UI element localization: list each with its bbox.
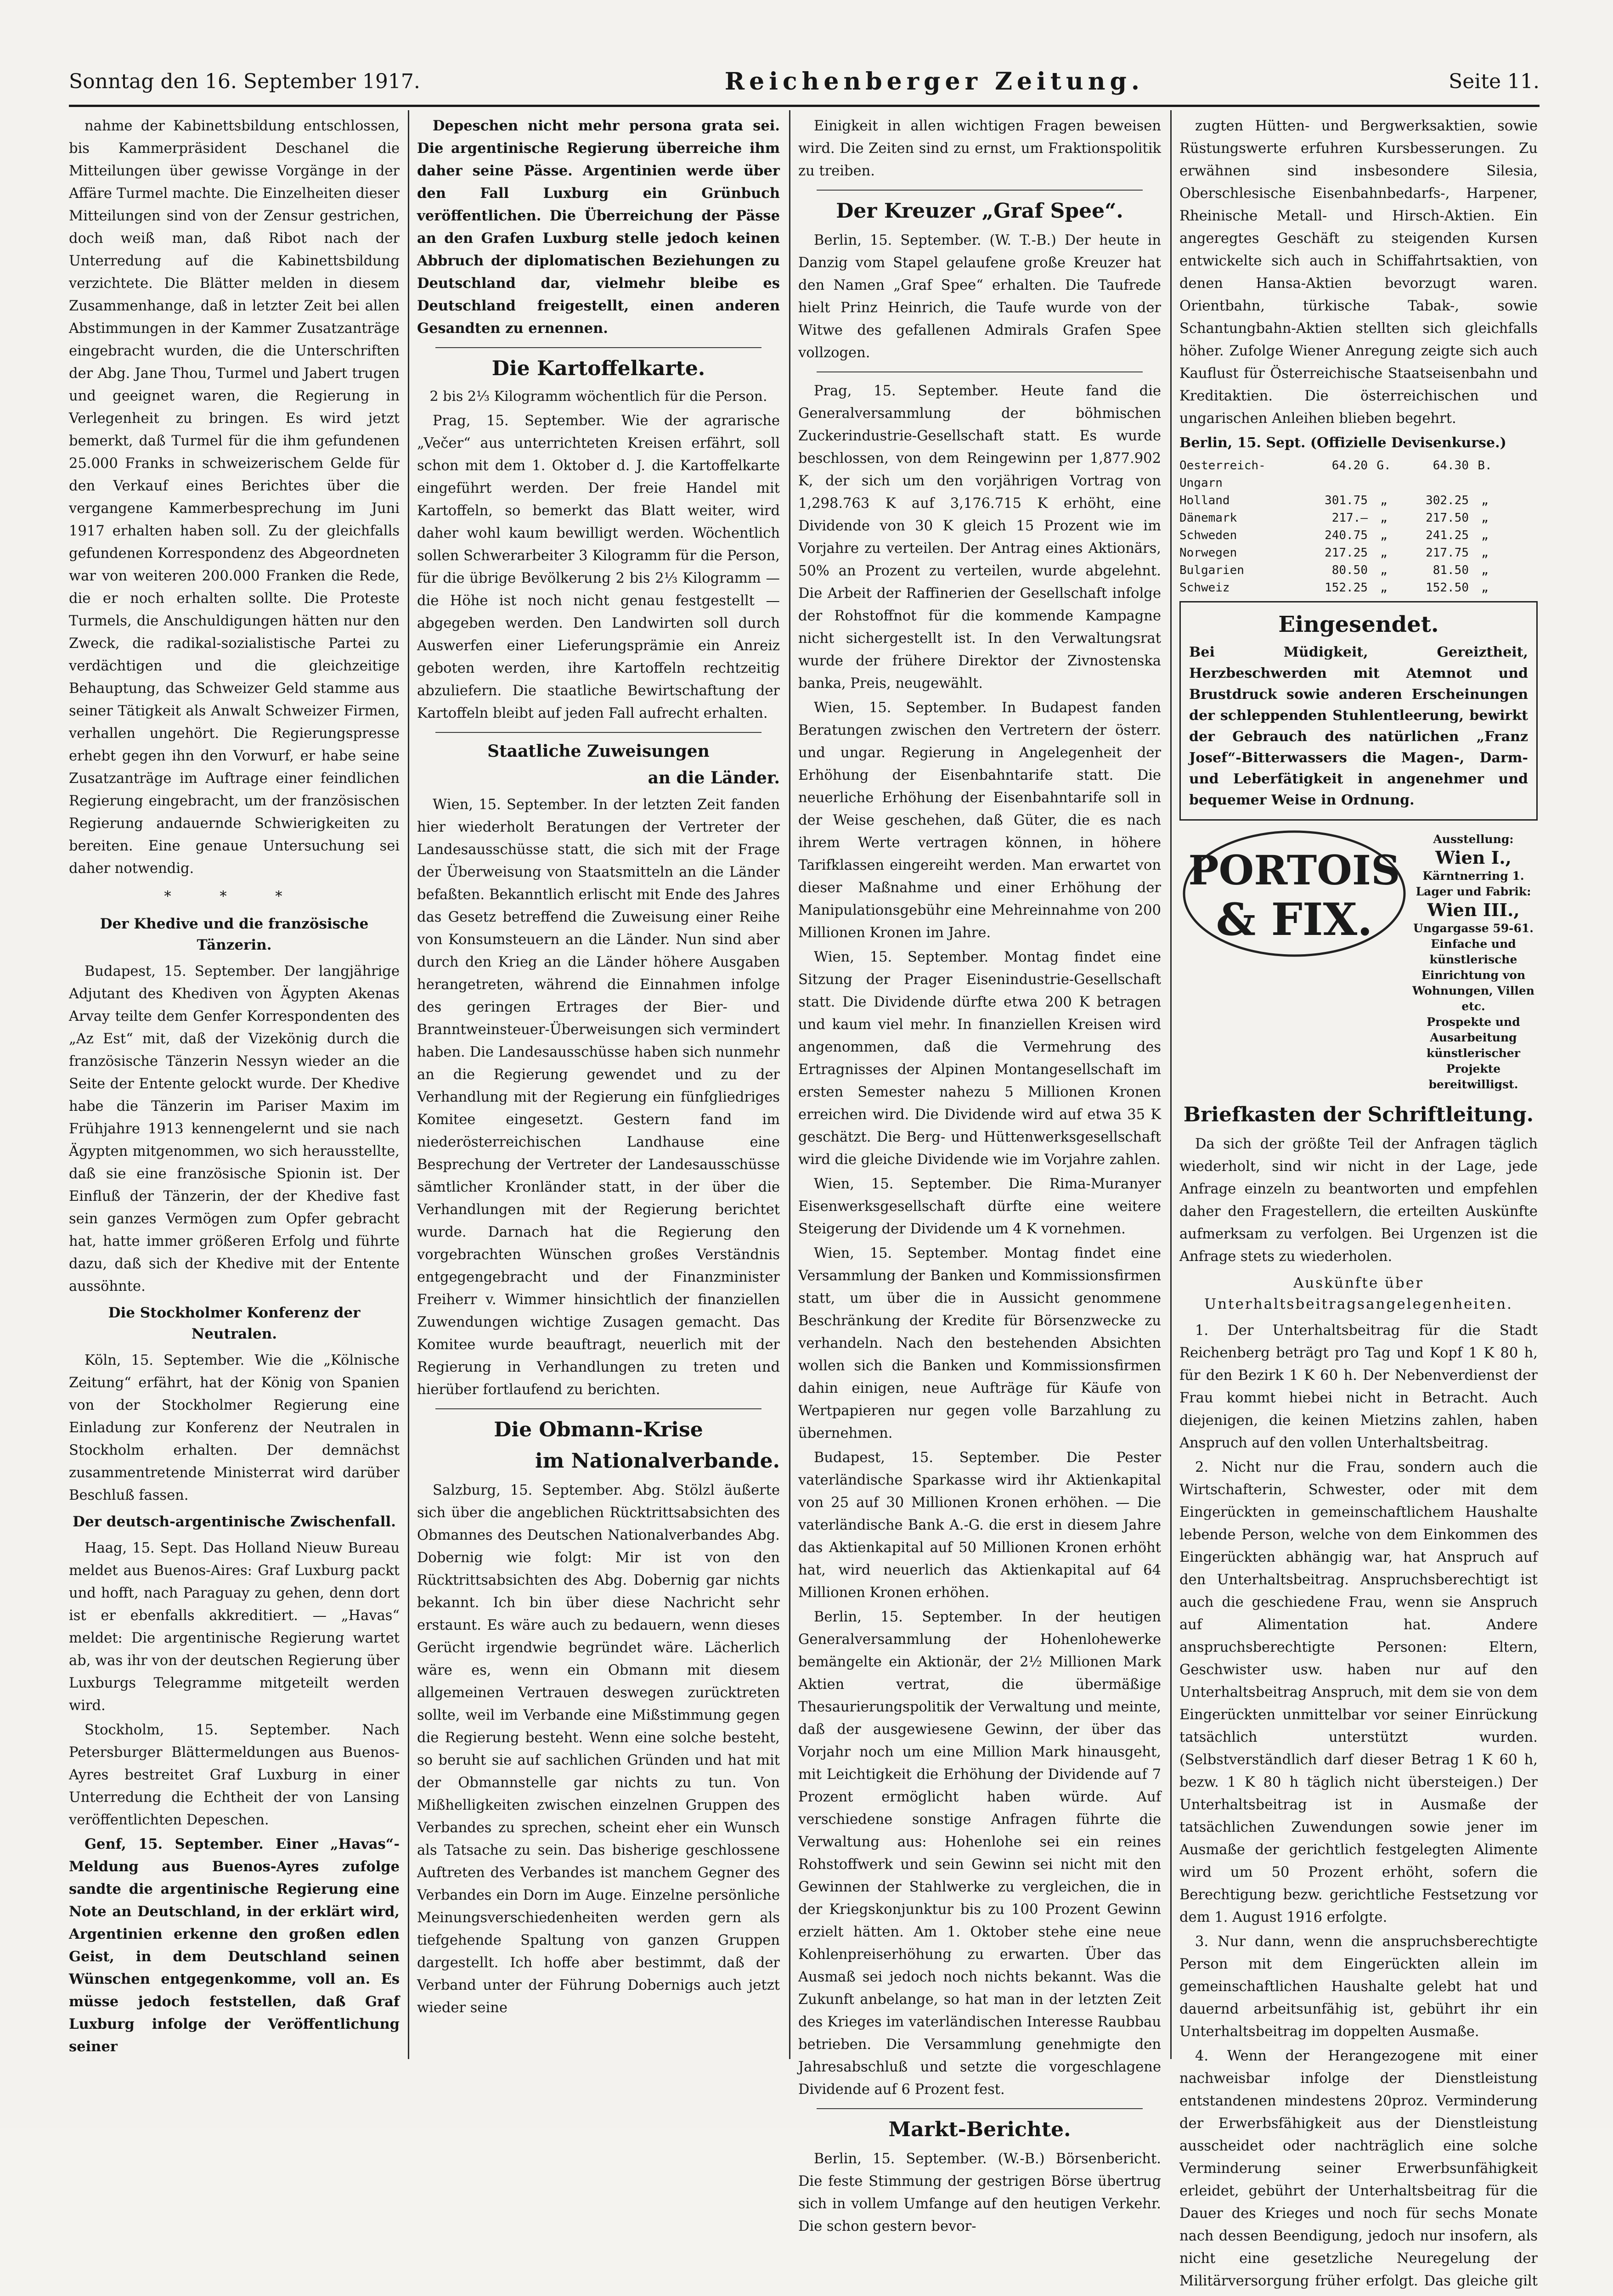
unterhalt-point-1: 1. Der Unterhaltsbeitrag für die Stadt Reichenberg beträgt pro Tag und Kopf 1 K 80 h, für den Bezirk 1 K 60 h. Der Nebenverdienst der Frau kommt hiebei nicht in Betracht. Auch diejenigen, die keinen Mietzins zahlen, haben Anspruch auf den vollen Unterhaltsbeitrag. [1179,1322,1538,1451]
rate-geld: 80.50 [1331,563,1368,577]
heading-kreuzer-graf-spee: Der Kreuzer „Graf Spee“. [836,199,1123,223]
rate-geld-label: „ [1380,563,1387,577]
header-paper-title: Reichenberger Zeitung. [724,67,1144,96]
heading-kartoffelkarte: Die Kartoffelkarte. [491,357,705,380]
eingesendet-box [1179,601,1538,821]
article-prag-zucker-text: Prag, 15. September. Heute fand die Generalversammlung der böhmischen Zuckerindustrie-Gesellschaft statt. Es wurde beschlossen, von dem Reingewinn per 1,877.902 K, der sich um den vorjährigen Vortrag von 1,298.763 K auf 3,176.715 K erhöht, eine Dividende von 30 K gleich 15 Prozent wie im Vorjahre zu verteilen. Der Antrag eines Aktionärs, 50% an Prozent zu verteilen, wurde abgelehnt. Die Arbeit der Raffinerien der Gesellschaft infolge der Rohstoffnot für die kommende Kampagne nicht sichergestellt ist. In den Verwaltungsrat wurde der frühere Direktor der Zivnostenska banka, Preis, neugewählt. [798,383,1161,692]
heading-markt-berichte: Markt-Berichte. [888,2118,1071,2141]
article-khedive-text: Budapest, 15. September. Der langjährige Adjutant des Khediven von Ägypten Akenas Arvay teilte dem Genfer Korrespondenten des „Az Est“ mit, daß der Vizekönig durch die französische Tänzerin Nessyn wieder an die Seite der Entente gelockt wurde. Der Khedive habe die Tänzerin im Pariser Maxim im Frühjahre 1913 kennengelernt und sie nach Ägypten mitgenommen, wo sich herausstellte, daß sie eine französische Spionin ist. Der Einfluß der Tänzerin, der der Khedive fast sein ganzes Vermögen zum Opfer gebracht hat, hatte immer größeren Erfolg und führte dazu, daß sich der Khedive mit der Entente aussöhnte. [69,963,400,1294]
column-3 [798,115,1161,2234]
separator [435,347,761,348]
column-rule-2 [789,110,790,2059]
rates-title: Berlin, 15. Sept. (Offizielle Devisenkurse.) [1179,435,1506,451]
column-rule-1 [408,110,409,2059]
rate-country: Norwegen [1179,546,1237,560]
rate-brief-label: „ [1481,529,1489,542]
article-boerse-continued: zugten Hütten- und Bergwerksaktien, sowie Rüstungswerte erfuhren Kursbesserungen. Zu erwähnen sind insbesondere Silesia, Oberschlesische Eisenbahnbedarfs-, Harpener, Rheinische Metall- und Hirsch-Aktien. Ein angeregtes Geschäft zu steigenden Kursen entwickelte sich auch in Schiffahrtsaktien, von denen Hansa-Aktien bevorzugt waren. Orientbahn, türkische Tabak-, sowie Schantungbahn-Aktien stellten sich gleichfalls höher. Zufolge Wiener Anregung zeigte sich auch Kauflust für Österreichische Staatseisenbahn und Kreditaktien. Die österreichischen und ungarischen Anleihen blieben begehrt. [1179,118,1538,427]
article-berlin-boerse-text: Berlin, 15. September. (W.-B.) Börsenbericht. Die feste Stimmung der gestrigen Börse übertrug sich in vollem Umfange auf den heutigen Verkehr. Die schon gestern bevor- [798,2151,1161,2234]
article-genf-text: Genf, 15. September. Einer „Havas“-Meldung aus Buenos-Ayres zufolge sandte die argentinische Regierung eine Note an Deutschland, in der erklärt wird, Argentinien erkenne den großen edlen Geist, in dem Deutschland seinen Wünschen entgegenkomme, voll an. Es müsse jedoch feststellen, daß Graf Luxburg infolge der Veröffentlichung seiner [69,1836,400,2055]
rate-country: Schweden [1179,529,1237,542]
section-stars: * * * [164,889,305,905]
exchange-rates-table [1179,457,1538,597]
rate-brief: 81.50 [1433,563,1469,577]
article-zuweisungen-text: Wien, 15. September. In der letzten Zeit fanden hier wiederholt Beratungen der Vertreter der Landesausschüsse statt, die sich mit der Frage der Überweisung von Staatsmitteln an die Länder befaßten. Bekanntlich erlischt mit Ende des Jahres das Gesetz betreffend die Zuweisung einer Reihe von Konsumsteuern an die Länder. Nun sind aber durch den Krieg an die Länder höhere Ausgaben herangetreten, während die Einnahmen infolge des geringen Ertrages der Bier- und Branntweinsteuer-Überweisungen sich vermindert haben. Die Landesausschüsse haben sich nunmehr an die Regierung gewendet und zu der Verhandlung mit der Regierung ein fünfgliedriges Komitee eingesetzt. Gestern fand im niederösterreichischen Landhause eine Besprechung der Vertreter der Landesausschüsse sämtlicher Kronländer statt, in der über die Verhandlungen mit der Regierung berichtet wurde. Darnach hat die Regierung den vorgebrachten Wünschen großes Verständnis entgegengebracht und der Finanzminister Freiherr v. Wimmer hinsichtlich der finanziellen Zuwendungen wichtige Zusagen gemacht. Das Komitee wurde beauftragt, neuerlich mit der Regierung in Verhandlungen zu treten und hierüber fortlaufend zu berichten. [417,797,780,1398]
portois-fix-advertisement [1179,827,1538,1092]
rate-row [1179,492,1538,509]
rate-geld-label: „ [1380,546,1387,560]
article-wien-eisenbahntarife-text: Wien, 15. September. In Budapest fanden Beratungen zwischen den Vertretern der österr. und ungar. Regierung in Angelegenheit der Erhöhung der Eisenbahntarife statt. Die neuerliche Erhöhung der Eisenbahntarife soll in der Weise geschehen, daß Güter, die es nach ihrem Werte vertragen können, in höhere Tarifklassen eingereiht werden. Man erwartet von dieser Maßnahme und einer Erhöhung der Manipulationsgebühr eine Mehreinnahme von 200 Millionen Kronen im Jahre. [798,700,1161,941]
article-stockholm-text: Stockholm, 15. September. Nach Petersburger Blättermeldungen aus Buenos-Ayres bestreitet Graf Luxburg in einer Unterredung die Echtheit der von Lansing veröffentlichten Depeschen. [69,1722,400,1828]
rate-brief: 64.30 [1433,459,1469,473]
logo-text-fix: & FIX. [1216,894,1373,945]
rate-brief: 152.50 [1426,581,1469,595]
header-page-number: Seite 11. [1449,69,1540,93]
page-header [69,61,1540,102]
logo-text-portois: PORTOIS [1188,846,1400,894]
rate-country: Oesterreich-Ungarn [1179,459,1266,490]
rate-geld-label: „ [1380,529,1387,542]
separator [435,1408,761,1409]
column-1 [69,115,400,2055]
rate-geld-label: „ [1380,494,1387,507]
article-haag-text: Haag, 15. Sept. Das Holland Nieuw Bureau meldet aus Buenos-Aires: Graf Luxburg packt und hofft, nach Paraguay zu gehen, denn dort ist er ebenfalls akkreditiert. — „Havas“ meldet: Die argentinische Regierung wartet ab, was ihr von der deutschen Regierung über Luxburgs Telegramme mitgeteilt werden wird. [69,1540,400,1714]
heading-argentine-incident: Der deutsch-argentinische Zwischenfall. [73,1514,396,1530]
rate-geld: 64.20 [1331,459,1368,473]
column-4 [1179,115,1538,2289]
unterhalt-point-4: 4. Wenn der Herangezogene mit einer nachweisbar infolge der Dienstleistung entstandenen mindestens 20proz. Verminderung der Erwerbsfähigkeit aus der Dienstleistung ausscheidet oder nachträglich eine solche Verminderung seiner Erwerbsunfähigkeit erleidet, gebührt der Unterhaltsbeitrag für die Dauer des Krieges und noch für sechs Monate nach dessen Beendigung, jedoch nur insofern, als nicht eine gesetzliche Neuregelung der Militärversorgung früher erfolgt. Das gleiche gilt [1179,2048,1538,2289]
article-obmann-krise-text: Salzburg, 15. September. Abg. Stölzl äußerte sich über die angeblichen Rücktrittsabsichten des Obmannes des Deutschen Nationalverbandes Abg. Dobernig wie folgt: Mir ist von den Rücktrittsabsichten des Abg. Dobernig gar nichts bekannt. Ich bin über diese Nachricht sehr erstaunt. Es wäre auch zu bedauern, wenn dieses Gerücht irgendwie begründet wäre. Lächerlich wäre es, wenn ein Obmann mit diesem allgemeinen Vertrauen deswegen zurücktreten sollte, weil im Verbande eine Mißstimmung gegen die Regierung besteht. Wenn eine solche besteht, so beruht sie auf sachlichen Gründen und hat mit der Obmannstelle gar nichts zu tun. Von Mißhelligkeiten zwischen einzelnen Gruppen des Verbandes zu sprechen, scheint eher ein Wunsch als Tatsache zu sein. Das bisherige geschlossene Auftreten des Verbandes ist manchem Gegner des Verbandes ein Dorn im Auge. Einzelne persönliche Meinungsverschiedenheiten werden gern als tiefgehende Spaltung von ganzen Gruppen dargestellt. Ich hoffe aber bestimmt, daß der Verband unter der Führung Dobernigs auch jetzt wieder seine [417,1482,780,2016]
separator [817,2108,1143,2109]
rate-row [1179,544,1538,562]
rate-row [1179,579,1538,597]
eingesendet-text: Bei Müdigkeit, Gereiztheit, Herzbeschwerden mit Atemnot und Brustdruck sowie anderen Erscheinungen der schleppenden Stuhlentleerung, bewirkt der Gebrauch des natürlichen „Franz Josef“-Bitterwassers die Magen-, Darm- und Leberfätigkeit in angenehmer und bequemer Weise in Ordnung. [1189,644,1528,808]
heading-briefkasten: Briefkasten der Schriftleitung. [1183,1103,1534,1126]
portois-fix-logo [1179,827,1409,960]
rate-brief: 217.75 [1426,546,1469,560]
article-kartoffelkarte-text: Prag, 15. September. Wie der agrarische „Večer“ aus unterrichteten Kreisen erfährt, soll schon mit dem 1. Oktober d. J. die Kartoffelkarte eingeführt werden. Der freie Handel mit Kartoffeln, so bemerkt das Blatt weiter, wird daher wohl kaum bewilligt werden. Wöchentlich sollen Schwerarbeiter 3 Kilogramm für die Person, für die übrige Bevölkerung 2 bis 2⅓ Kilogramm — die Höhe ist noch nicht genau festgestellt — abgegeben werden. Den Landwirten soll durch Auswerfen einer Lieferungsprämie ein Anreiz geboten werden, ihre Kartoffeln rechtzeitig abzuliefern. Die staatliche Bewirtschaftung der Kartoffeln bleibt auf jeden Fall aufrecht erhalten. [417,413,780,721]
heading-obmann-krise-line2: im Nationalverbande. [535,1449,780,1473]
rate-row [1179,527,1538,544]
separator [435,732,761,733]
unterhalt-point-2: 2. Nicht nur die Frau, sondern auch die Wirtschafterin, Schwester, oder mit dem Eingerückten in gemeinschaftlichem Haushalte lebende Person, welche von dem Einkommen des Eingerückten abhängig war, hat Anspruch auf den Unterhaltsbeitrag. Anspruchsberechtigt ist auch die geschiedene Frau, wenn sie Anspruch auf Alimentation hat. Andere anspruchsberechtigte Personen: Eltern, Geschwister usw. haben nur auf den Unterhaltsbeitrag Anspruch, mit dem sie von dem Eingerückten unmittelbar vor seiner Einrückung tatsächlich unterstützt wurden. (Selbstverständlich darf dieser Betrag 1 K 60 h, bezw. 1 K 80 h täglich nicht übersteigen.) Der Unterhaltsbeitrag ist in Ausmaße der tatsächlichen Zuwendungen sowie jener im Ausmaße der gerichtlich festgelegten Alimente wird um 50 Prozent erhöht, sofern die Berechtigung bezw. gerichtliche Festsetzung vor dem 1. August 1916 erfolgte. [1179,1459,1538,1925]
ad-prospects: Prospekte und Ausarbeitung künstlerischer Projekte bereitwilligst. [1427,1015,1520,1091]
heading-obmann-krise-line1: Die Obmann-Krise [494,1418,703,1441]
rate-geld-label: „ [1380,511,1387,525]
rate-country: Holland [1179,494,1230,507]
unterhalt-point-3: 3. Nur dann, wenn die anspruchsberechtigte Person mit dem Eingerückten allein im gemeinschaftlichen Haushalte gelebt hat und dauernd arbeitsunfähig ist, gebührt ihr ein Unterhaltsbeitrag im doppelten Ausmaße. [1179,1934,1538,2040]
separator [817,190,1143,191]
rate-geld: 217.25 [1325,546,1368,560]
article-wien-rima-muranyer-text: Wien, 15. September. Die Rima-Muranyer Eisenwerksgesellschaft dürfte eine weitere Steigerung der Dividende um 4 K vornehmen. [798,1176,1161,1237]
rate-row [1179,457,1538,492]
column-2 [417,115,780,2050]
article-luxburg-continued: Depeschen nicht mehr persona grata sei. Die argentinische Regierung überreiche ihm daher seine Pässe. Argentinien werde über den Fall Luxburg ein Grünbuch veröffentlichen. Die Überreichung der Pässe an den Grafen Luxburg stelle jedoch keinen Abbruch der diplomatischen Beziehungen zu Deutschland dar, vielmehr bleibe es Deutschland freigestellt, einen anderen Gesandten zu ernennen. [417,118,780,337]
rate-geld: 152.25 [1325,581,1368,595]
header-rule [69,105,1540,107]
briefkasten-intro-text: Da sich der größte Teil der Anfragen täglich wiederholt, sind wir nicht in der Lage, jede Anfrage einzeln zu beantworten und empfehlen daher den Fragestellern, die erteilten Auskünfte aufmerksam zu verfolgen. Bei Urgenzen ist die Anfrage stets zu wiederholen. [1179,1136,1538,1265]
rate-brief: 217.50 [1426,511,1469,525]
heading-zuweisungen-line1: Staatliche Zuweisungen [487,742,710,761]
rate-brief: 241.25 [1426,529,1469,542]
rate-geld: 217.— [1331,511,1368,525]
advertisement-details [1409,827,1538,1092]
rate-brief-label: „ [1481,563,1489,577]
article-wien-eisenindustrie-text: Wien, 15. September. Montag findet eine Sitzung der Prager Eisenindustrie-Gesellschaft statt. Die Dividende dürfte etwa 200 K betragen und kaum viel mehr. In finanziellen Kreisen wird angenommen, daß die Vermehrung des Ertragnisses der Alpinen Montangesellschaft im ersten Semester nahezu 5 Millionen Kronen erreichen wird. Die Dividende wird auf etwa 35 K geschätzt. Die Berg- und Hüttenwerksgesellschaft wird die gleiche Dividende wie im Vorjahre zahlen. [798,949,1161,1168]
rate-geld: 301.75 [1325,494,1368,507]
rate-country: Dänemark [1179,511,1237,525]
rate-geld-label: „ [1380,581,1387,595]
heading-khedive: Der Khedive und die französische Tänzerin. [100,916,369,953]
ad-city-2: Wien III., [1427,900,1520,920]
ad-address-1: Kärntnerring 1. [1422,869,1524,883]
rate-brief-label: B. [1478,459,1492,473]
ad-exhibition-label: Ausstellung: [1433,833,1514,846]
ad-city-1: Wien I., [1435,847,1511,868]
article-berlin-hohenlohe-text: Berlin, 15. September. In der heutigen Generalversammlung der Hohenlohewerke bemängelte ein Aktionär, der 2½ Millionen Mark Aktien vertrat, die übermäßige Thesaurierungspolitik der Verwaltung und meinte, daß der ausgewiesene Gewinn, der über das Vorjahr noch um eine Million Mark hinausgeht, mit Leichtigkeit die Erhöhung der Dividende auf 7 Prozent ermöglicht haben würde. Auf verschiedene sonstige Anfragen führte die Verwaltung aus: Hohenlohe sei ein reines Rohstoffwerk und sein Gewinn sei nicht mit den Gewinnen der Stahlwerke zu vergleichen, die in der Kriegskonjunktur bis zu 100 Prozent Gewinn erzielt hätten. Am 1. Oktober stehe eine neue Kohlenpreiserhöhung zu erwarten. Über das Ausmaß sei jedoch noch nichts bekannt. Was die Zukunft anbelange, so hat man in der letzten Zeit des Krieges im vaterländischen Interesse Raubbau betrieben. Die Versammlung genehmigte den Jahresabschluß und setzte die vorgeschlagene Dividende auf 6 Prozent fest. [798,1609,1161,2098]
ad-factory-label: Lager und Fabrik: [1416,885,1531,898]
article-wien-banken-text: Wien, 15. September. Montag findet eine Versammlung der Banken und Kommissionsfirmen statt, um über die in Aussicht genommene Beschränkung der Kredite für Börsenzwecke zu verhandeln. Nach den bestehenden Absichten wollen sich die Banken und Kommissionsfirmen dahin einigen, neue Aufträge für Käufe von Wertpapieren nur gegen volle Barzahlung zu übernehmen. [798,1245,1161,1441]
header-date: Sonntag den 16. September 1917. [69,69,420,93]
rate-row [1179,562,1538,579]
article-stockholm-conference-text: Köln, 15. September. Wie die „Kölnische Zeitung“ erfährt, hat der König von Spanien von der Stockholmer Regierung eine Einladung zur Konferenz der Neutralen in Stockholm erhalten. Der demnächst zusammentretende Ministerrat wird darüber Beschluß fassen. [69,1352,400,1503]
heading-unterhalt: Auskünfte über Unterhaltsbeitragsangelegenheiten. [1204,1275,1513,1312]
article-budapest-sparkasse-text: Budapest, 15. September. Die Pester vaterländische Sparkasse wird ihr Aktienkapital von 25 auf 30 Millionen Kronen erhöhen. — Die vaterländische Bank A.-G. die erst in diesem Jahre das Aktienkapital auf 50 Millionen Kronen erhöht hat, wird neuerlich das Aktienkapital auf 64 Millionen Kronen erhöhen. [798,1450,1161,1601]
subheading-kartoffelkarte: 2 bis 2⅓ Kilogramm wöchentlich für die Person. [429,388,767,405]
article-turmel-text: nahme der Kabinettsbildung entschlossen, bis Kammerpräsident Deschanel die Mitteilungen über gewisse Vorgänge in der Affäre Turmel machte. Die Einzelheiten dieser Mitteilungen sind von der Zensur gestrichen, doch weiß man, daß Ribot nach der Unterredung auf die Kabinettsbildung verzichtete. Die Blätter melden in diesem Zusammenhange, daß in letzter Zeit bei allen Abstimmungen in der Kammer Zusatzanträge eingebracht wurden, die die Unterschriften der Abg. Jane Thou, Turmel und Jabert trugen und geeignet waren, die Regierung in Verlegenheit zu bringen. Es wird jetzt bemerkt, daß Turmel für die ihm gefundenen 25.000 Franks in schweizerischem Gelde für den Verkauf eines Berichtes über die vergangene Kammerbesprechung im Juni 1917 erhalten haben soll. Zu der gleichfalls gefundenen Korrespondenz des Abgeordneten war von weiteren 200.000 Franken die Rede, die er noch erhalten sollte. Die Proteste Turmels, die Anschuldigungen hätten nur den Zweck, die radikal-sozialistische Partei zu verdächtigen und die gleichzeitige Behauptung, das Schweizer Geld stamme aus seiner Tätigkeit als Anwalt Schweizer Firmen, verhallen ungehört. Die Regierungspresse erhebt gegen ihn den Vorwurf, er habe seine Zusatzanträge im Auftrage einer feindlichen Regierung eingebracht, um der französischen Regierung andauernde Schwierigkeiten zu bereiten. Eine genaue Untersuchung sei daher notwendig. [69,118,400,877]
rate-brief-label: „ [1481,494,1489,507]
rate-brief-label: „ [1481,581,1489,595]
ad-address-2: Ungargasse 59-61. [1413,922,1534,935]
article-graf-spee-text: Berlin, 15. September. (W. T.-B.) Der heute in Danzig vom Stapel gelaufene große Kreuzer hat den Namen „Graf Spee“ erhalten. Die Taufrede hielt Prinz Heinrich, die Taufe wurde von der Witwe des gefallenen Admirals Grafen Spee vollzogen. [798,232,1161,361]
heading-zuweisungen-line2: an die Länder. [648,768,780,788]
rate-brief: 302.25 [1426,494,1469,507]
eingesendet-title: Eingesendet. [1278,612,1439,637]
rate-country: Schweiz [1179,581,1230,595]
article-obmann-krise-continued: Einigkeit in allen wichtigen Fragen beweisen wird. Die Zeiten sind zu ernst, um Fraktionspolitik zu treiben. [798,118,1161,179]
rate-row [1179,509,1538,527]
rate-geld-label: G. [1376,459,1391,473]
rate-brief-label: „ [1481,546,1489,560]
column-rule-3 [1170,110,1172,2059]
separator [817,371,1143,372]
rate-geld: 240.75 [1325,529,1368,542]
heading-stockholm-conference: Die Stockholmer Konferenz der Neutralen. [108,1305,361,1342]
ad-services: Einfache und künstlerische Einrichtung von Wohnungen, Villen etc. [1412,937,1534,1013]
rate-brief-label: „ [1481,511,1489,525]
rate-country: Bulgarien [1179,563,1244,577]
